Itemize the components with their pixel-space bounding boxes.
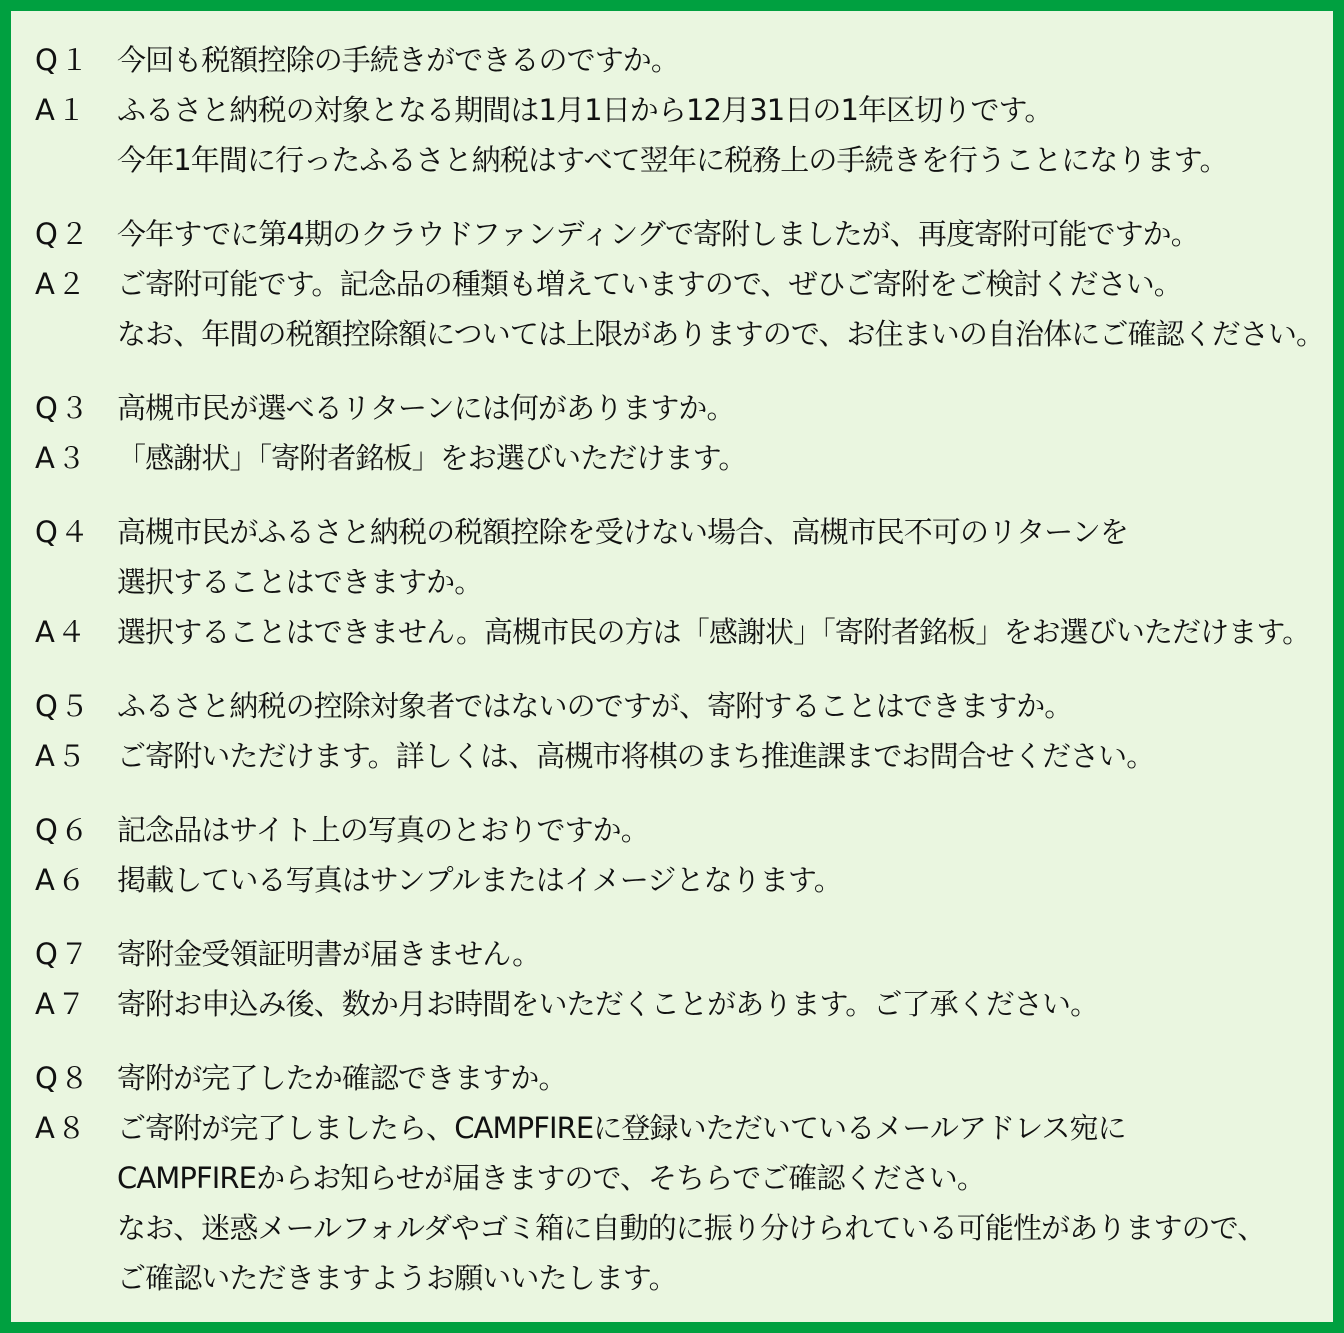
faq-item-1	[35, 35, 1344, 185]
answer-row	[35, 607, 1344, 657]
answer-text: ご寄附可能です。記念品の種類も増えていますので、ぜひご寄附をご検討ください。	[117, 267, 1182, 301]
faq-item-4	[35, 507, 1344, 657]
question-label: Q８	[35, 1061, 91, 1095]
faq-item-6	[35, 805, 1344, 905]
answer-text: ご確認いただきますようお願いいたします。	[117, 1261, 677, 1295]
answer-row	[35, 731, 1344, 781]
question-row	[35, 383, 1344, 433]
faq-item-3	[35, 383, 1344, 483]
question-text: 選択することはできますか。	[117, 565, 483, 599]
faq-item-2	[35, 209, 1344, 359]
faq-item-8	[35, 1053, 1344, 1303]
answer-text: なお、迷惑メールフォルダやゴミ箱に自動的に振り分けられている可能性がありますので、	[117, 1211, 1266, 1245]
answer-label: A４	[35, 615, 88, 649]
question-label: Q５	[35, 689, 91, 723]
question-text: 今年すでに第4期のクラウドファンディングで寄附しましたが、再度寄附可能ですか。	[117, 217, 1199, 251]
question-text: 高槻市民が選べるリターンには何がありますか。	[117, 391, 735, 425]
answer-label: A７	[35, 987, 88, 1021]
answer-text: なお、年間の税額控除額については上限がありますので、お住まいの自治体にご確認ください。	[117, 317, 1325, 351]
question-row	[35, 681, 1344, 731]
answer-row	[35, 259, 1344, 359]
question-label: Q６	[35, 813, 91, 847]
answer-row	[35, 855, 1344, 905]
answer-label: A３	[35, 441, 88, 475]
question-text: ふるさと納税の控除対象者ではないのですが、寄附することはできますか。	[117, 689, 1073, 723]
answer-text: ご寄附が完了しましたら、CAMPFIREに登録いただいているメールアドレス宛に	[117, 1111, 1126, 1145]
question-row	[35, 1053, 1344, 1103]
answer-text: ふるさと納税の対象となる期間は1月1日から12月31日の1年区切りです。	[117, 93, 1053, 127]
faq-item-7	[35, 929, 1344, 1029]
question-label: Q２	[35, 217, 91, 251]
answer-row	[35, 433, 1344, 483]
answer-label: A８	[35, 1111, 88, 1145]
question-row	[35, 929, 1344, 979]
answer-row	[35, 85, 1344, 185]
answer-text: 掲載している写真はサンプルまたはイメージとなります。	[117, 863, 842, 897]
faq-item-5	[35, 681, 1344, 781]
faq-list	[35, 35, 1344, 1303]
question-row	[35, 209, 1344, 259]
question-text: 記念品はサイト上の写真のとおりですか。	[117, 813, 649, 847]
answer-text: 選択することはできません。高槻市民の方は「感謝状」「寄附者銘板」をお選びいただけます。	[117, 615, 1311, 649]
answer-text: 今年1年間に行ったふるさと納税はすべて翌年に税務上の手続きを行うことになります。	[117, 143, 1228, 177]
question-label: Q７	[35, 937, 91, 971]
question-label: Q４	[35, 515, 91, 549]
answer-label: A１	[35, 93, 88, 127]
answer-text: 寄附お申込み後、数か月お時間をいただくことがあります。ご了承ください。	[117, 987, 1099, 1021]
answer-label: A６	[35, 863, 88, 897]
question-row	[35, 507, 1344, 607]
question-text: 高槻市民がふるさと納税の税額控除を受けない場合、高槻市民不可のリターンを	[117, 515, 1129, 549]
answer-text: CAMPFIREからお知らせが届きますので、そちらでご確認ください。	[117, 1161, 985, 1195]
answer-text: 「感謝状」「寄附者銘板」をお選びいただけます。	[117, 441, 747, 475]
question-text: 寄附金受領証明書が届きません。	[117, 937, 541, 971]
question-text: 今回も税額控除の手続きができるのですか。	[117, 43, 680, 77]
question-label: Q１	[35, 43, 91, 77]
question-text: 寄附が完了したか確認できますか。	[117, 1061, 567, 1095]
question-row	[35, 35, 1344, 85]
answer-row	[35, 1103, 1344, 1303]
question-row	[35, 805, 1344, 855]
answer-label: A５	[35, 739, 88, 773]
answer-text: ご寄附いただけます。詳しくは、高槻市将棋のまち推進課までお問合せください。	[117, 739, 1155, 773]
answer-row	[35, 979, 1344, 1029]
question-label: Q３	[35, 391, 91, 425]
answer-label: A２	[35, 267, 88, 301]
